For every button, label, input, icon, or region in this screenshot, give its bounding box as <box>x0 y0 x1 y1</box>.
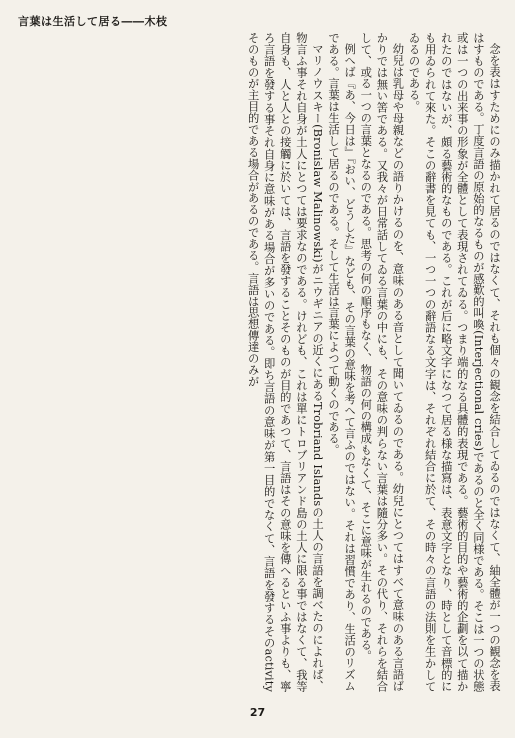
paragraph: 幼兒は乳母や母親などの語りかけるのを、意味のある音として聞いてゐるのである。幼兒にとつてはすべて意味のある言語ばかりでは無い筈である。又我々が日常話してゐる言葉の中にも、その意味の判らない言葉は隨分多い。その代り、それらを結合して、或る一つの言葉となるのである。思考の何の順序もなく、物語の何の構成もなくて、そこに意味が生れるのである。 <box>359 32 405 692</box>
main-text <box>22 32 502 692</box>
paragraph: 例へば『あ、今日は』『おい、どうした』なども、その言葉の意味を考へて言ふのではない。それは習慣であり、生活のリズムである。言葉は生活して居るのである。そして生活は言葉によつて動くのである。 <box>327 32 357 692</box>
running-header <box>18 8 218 34</box>
paragraph: マリノウスキー(Bronislaw Malinowski)がニウギニアの近くにあるTrobriand Islandsの土人の言語を調べたのによれば、物言ふ事それ自身が土人にとつては要求なのである。けれども、これは單にトロブリアンド島の土人に限る事ではなくて、我等自身も、人と人との接觸に於いては、言語を發することそのものが目的であつて、言語はその意味を傳へるといふ事よりも、寧ろ言語を發する事それ自身に意味がある場合が多いのである。即ち言語の意味が第一目的でなくて、言語を發するそのactivityそのものが主目的である場合があるのである。言語は思想傳達のみが <box>246 32 324 692</box>
paragraph: 念を表はすためにのみ描かれて居るのではなくて、それも個々の観念を結合してゐるのではなくて、紬全體が一つの観念を表はすものである。丁度言語の原始的なるものが感歎的叫喚(Interjectional cries)であるのと全く同様である。そこは一つの状態或は一つの出来事の形象が全體として表現されてゐる。つまり端的なる具體的表現である。藝術的目的や藝術的企劃を以て描かれたのではないが、頗る藝術的なものである。これが后に略文字になつて居る様な描寫は、表意文字となり、時として音標的にも用ゐられて來た。そこの辭書を見ても、一つ一つの辭語なる文字は、それぞれ結合に於て、その時々の言語の法則を生かしてゐるのである。 <box>407 32 501 692</box>
page-number: 27 <box>249 706 266 719</box>
running-title: 言葉は生活して居る――木枝 <box>18 15 168 28</box>
